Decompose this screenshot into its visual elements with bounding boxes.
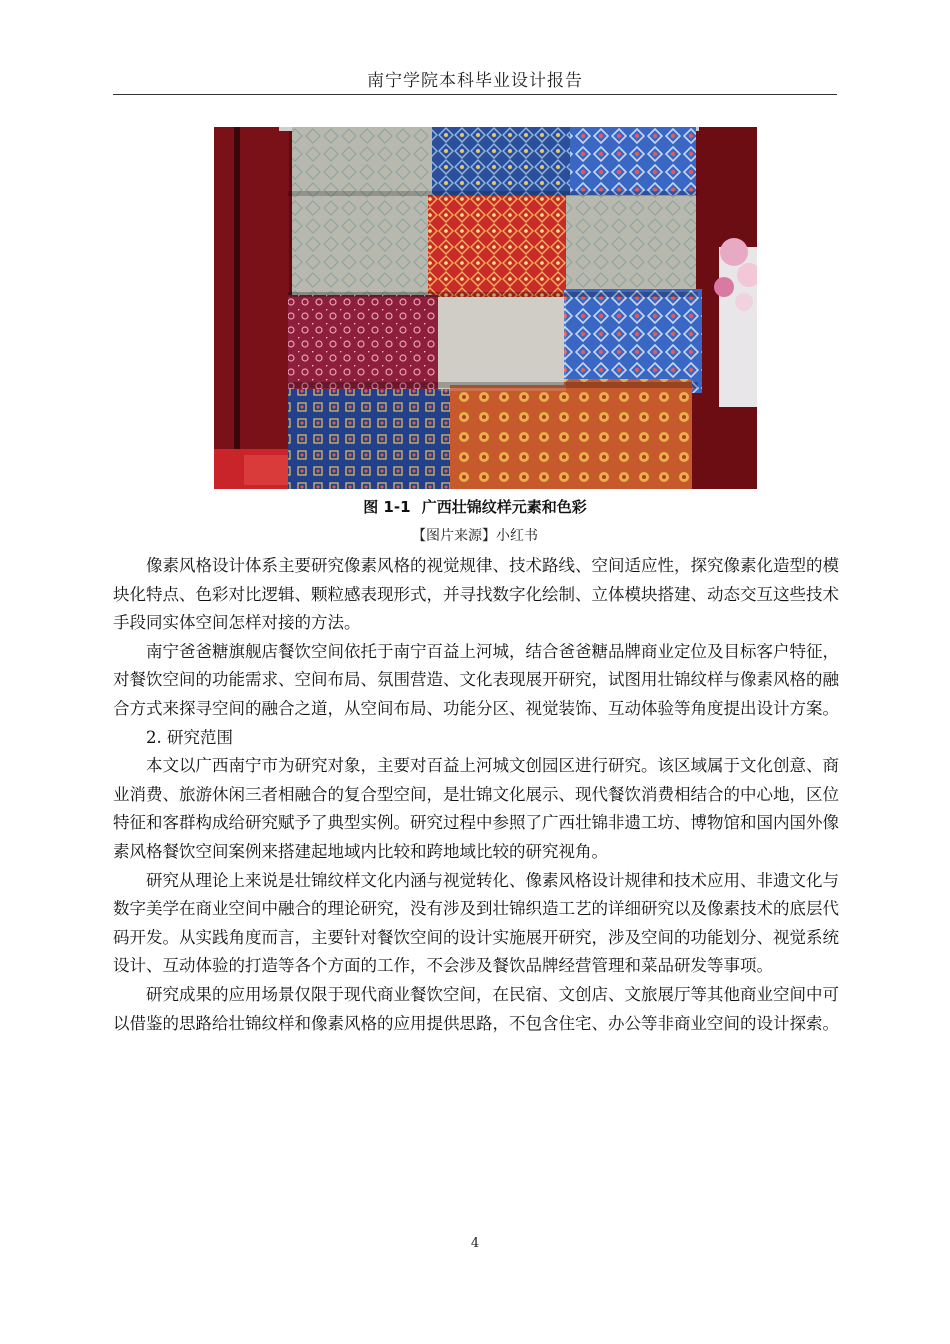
- body-text: [113, 552, 839, 1038]
- paragraph: 研究从理论上来说是壮锦纹样文化内涵与视觉转化、像素风格设计规律和技术应用、非遗文化与数字美学在商业空间中融合的理论研究，没有涉及到壮锦织造工艺的详细研究以及像素技术的底层代码开发。从实践角度而言，主要针对餐饮空间的设计实施展开研究，涉及空间的功能划分、视觉系统设计、互动体验的打造等各个方面的工作，不会涉及餐饮品牌经营管理和菜品研发等事项。: [113, 870, 839, 976]
- figure-caption: [113, 496, 837, 517]
- paragraph: 南宁爸爸糖旗舰店餐饮空间依托于南宁百益上河城，结合爸爸糖品牌商业定位及目标客户特征，对餐饮空间的功能需求、空间布局、氛围营造、文化表现展开研究，试图用壮锦纹样与像素风格的融合方式来探寻空间的融合之道，从空间布局、功能分区、视觉装饰、互动体验等角度提出设计方案。: [113, 641, 839, 718]
- page-header: 南宁学院本科毕业设计报告: [367, 71, 583, 91]
- figure-title: 广西壮锦纹样元素和色彩: [421, 498, 587, 516]
- brocade-photo: [214, 127, 757, 489]
- section-heading: 2. 研究范围: [146, 727, 233, 747]
- figure-number: 图 1-1: [363, 498, 411, 516]
- figure-source: 【图片来源】小红书: [412, 528, 538, 544]
- page-number: 4: [470, 1236, 480, 1251]
- paragraph: 像素风格设计体系主要研究像素风格的视觉规律、技术路线、空间适应性，探究像素化造型的模块化特点、色彩对比逻辑、颗粒感表现形式，并寻找数字化绘制、立体模块搭建、动态交互这些技术手段同实体空间怎样对接的方法。: [113, 556, 839, 633]
- paragraph: 本文以广西南宁市为研究对象，主要对百益上河城文创园区进行研究。该区域属于文化创意、商业消费、旅游休闲三者相融合的复合型空间，是壮锦文化展示、现代餐饮消费相结合的中心地，区位特征和客群构成给研究赋予了典型实例。研究过程中参照了广西壮锦非遗工坊、博物馆和国内国外像素风格餐饮空间案例来搭建起地域内比较和跨地域比较的研究视角。: [113, 756, 839, 861]
- header-divider: [113, 94, 837, 95]
- paragraph: 研究成果的应用场景仅限于现代商业餐饮空间，在民宿、文创店、文旅展厅等其他商业空间中可以借鉴的思路给壮锦纹样和像素风格的应用提供思路，不包含住宅、办公等非商业空间的设计探索。: [113, 984, 839, 1033]
